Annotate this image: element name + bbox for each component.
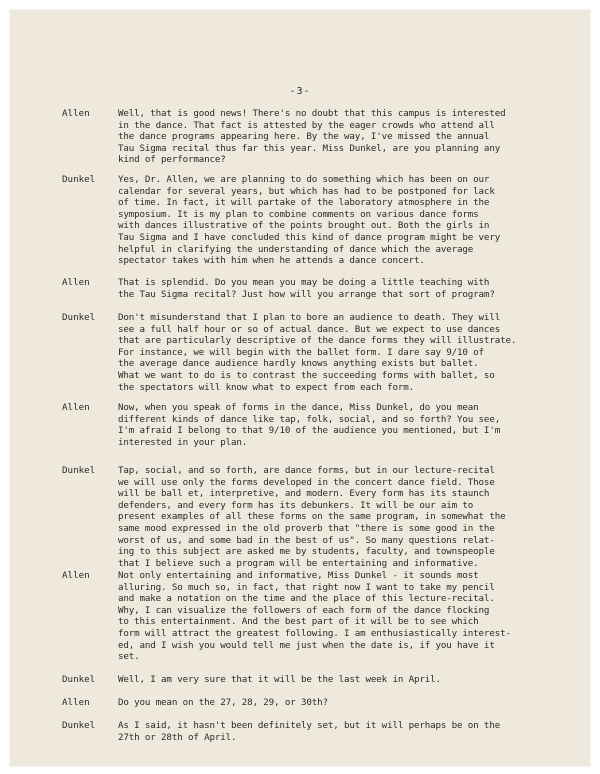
speech-line: What we want to do is to contrast the succeeding forms with ballet, so bbox=[118, 370, 495, 381]
speech-line: Don't misunderstand that I plan to bore an audience to death. They will bbox=[118, 312, 501, 323]
speech-line: set. bbox=[118, 651, 140, 663]
speech-line: present examples of all these forms on the same program, in somewhat the bbox=[118, 511, 506, 523]
page-number: -3- bbox=[289, 86, 311, 97]
speech-line: and make a notation on the time and the place of this lecture-recital. bbox=[118, 593, 495, 605]
speech-line: For instance, we will begin with the ballet form. I dare say 9/10 of bbox=[118, 346, 484, 358]
speech-line: that are particularly descriptive of the dance forms they will illustrate. bbox=[118, 335, 517, 347]
speaker-name: Dunkel bbox=[62, 465, 96, 476]
speech-line: the average dance audience hardly knows anything exists but ballet. bbox=[118, 358, 479, 370]
speech-line: ing to this subject are asked me by students, faculty, and townspeople bbox=[118, 546, 495, 558]
speaker-name: Allen bbox=[62, 402, 90, 413]
speech-line: Now, when you speak of forms in the dance, Miss Dunkel, do you mean bbox=[118, 402, 479, 413]
speech-line: calendar for several years, but which has had to be postponed for lack bbox=[118, 185, 495, 197]
speech-line: defenders, and every form has its debunkers. It will be our aim to bbox=[118, 499, 474, 511]
speech-line: Why, I can visualize the followers of each form of the dance flocking bbox=[118, 604, 490, 616]
speech-line: Do you mean on the 27, 28, 29, or 30th? bbox=[118, 697, 328, 708]
speech-line: symposium. It is my plan to combine comments on various dance forms bbox=[118, 208, 479, 220]
speech-line: helpful in clarifying the understanding of dance which the average bbox=[118, 243, 474, 255]
speech-line: different kinds of dance like tap, folk, social, and so forth? You see, bbox=[118, 413, 501, 425]
speech-line: 27th or 28th of April. bbox=[118, 731, 237, 743]
speech-line: the Tau Sigma recital? Just how will you arrange that sort of program? bbox=[118, 288, 495, 300]
speech-line: will be ball et, interpretive, and modern. Every form has its staunch bbox=[118, 488, 490, 500]
speech-line: of time. In fact, it will partake of the laboratory atmosphere in the bbox=[118, 197, 490, 209]
speech-line: kind of performance? bbox=[118, 154, 226, 166]
speech-line: Well, that is good news! There's no doubt that this campus is interested bbox=[118, 108, 506, 119]
speech-line: I'm afraid I belong to that 9/10 of the audience you mentioned, but I'm bbox=[118, 425, 501, 437]
typed-page bbox=[10, 10, 590, 766]
speech-line: in the dance. That fact is attested by the eager crowds who attend all bbox=[118, 119, 495, 131]
speaker-name: Dunkel bbox=[62, 174, 96, 185]
speaker-name: Dunkel bbox=[62, 674, 96, 685]
speech-line: As I said, it hasn't been definitely set, but it will perhaps be on the bbox=[118, 720, 501, 731]
speech-line: Yes, Dr. Allen, we are planning to do something which has been on our bbox=[118, 174, 490, 185]
speech-line: spectator takes with him when he attends a dance concert. bbox=[118, 255, 425, 267]
speaker-name: Allen bbox=[62, 108, 90, 119]
speech-line: Well, I am very sure that it will be the last week in April. bbox=[118, 674, 441, 685]
speech-line: same mood expressed in the old proverb that "there is some good in the bbox=[118, 523, 495, 534]
speech-line: form will attract the greatest following. I am enthusiastically interest- bbox=[118, 628, 511, 639]
speech-line: with dances illustrative of the points brought out. Both the girls in bbox=[118, 220, 490, 232]
speech-line: the spectators will know what to expect from each form. bbox=[118, 381, 414, 393]
speaker-name: Dunkel bbox=[62, 312, 96, 323]
speech-line: ed, and I wish you would tell me just when the date is, if you have it bbox=[118, 639, 495, 651]
speech-line: alluring. So much so, in fact, that right now I want to take my pencil bbox=[118, 581, 495, 593]
speech-line: to this entertainment. And the best part of it will be to see which bbox=[118, 616, 479, 628]
speech-line: we will use only the forms developed in the concert dance field. Those bbox=[118, 476, 495, 488]
speech-line: the dance programs appearing here. By the way, I've missed the annual bbox=[118, 131, 490, 143]
speech-line: Not only entertaining and informative, Miss Dunkel - it sounds most bbox=[118, 570, 479, 581]
speech-line: see a full half hour or so of actual dance. But we expect to use dances bbox=[118, 323, 501, 335]
speech-line: That is splendid. Do you mean you may be doing a little teaching with bbox=[118, 277, 490, 288]
speech-line: that I believe such a program will be entertaining and informative. bbox=[118, 557, 479, 569]
speech-line: Tau Sigma and I have concluded this kind of dance program might be very bbox=[118, 232, 501, 243]
speech-line: interested in your plan. bbox=[118, 436, 248, 448]
speaker-name: Allen bbox=[62, 697, 90, 708]
speaker-name: Allen bbox=[62, 277, 90, 288]
speech-line: Tap, social, and so forth, are dance forms, but in our lecture-recital bbox=[118, 465, 495, 476]
speaker-name: Dunkel bbox=[62, 720, 96, 731]
speaker-name: Allen bbox=[62, 570, 90, 581]
speech-line: worst of us, and some bad in the best of us". So many questions relat- bbox=[118, 534, 495, 546]
speech-line: Tau Sigma recital thus far this year. Miss Dunkel, are you planning any bbox=[118, 142, 501, 154]
